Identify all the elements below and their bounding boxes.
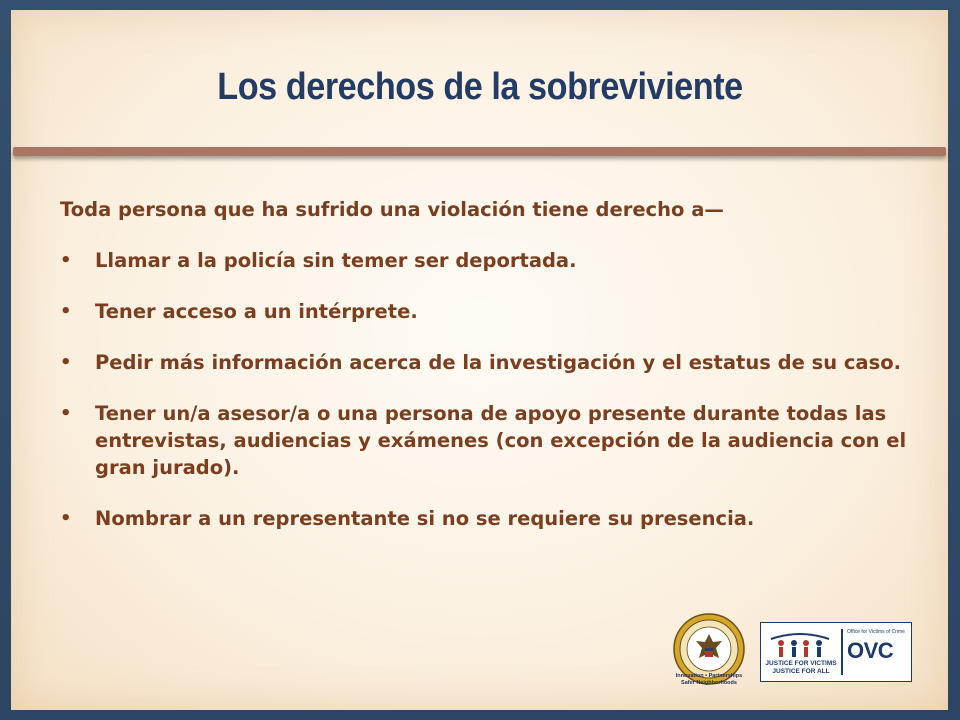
doj-caption-line1: Innovation • Partnerships	[675, 673, 743, 679]
ovc-separator	[841, 629, 843, 675]
list-item	[60, 400, 910, 481]
list-item-text: Pedir más información acerca de la investigación y el estatus de su caso.	[95, 351, 901, 374]
list-item-text: Tener un/a asesor/a o una persona de apoyo presente durante todas las entrevistas, audiencias y exámenes (con excepción de la audiencia con el gran jurado).	[95, 402, 907, 479]
ovc-letters: OVC	[847, 638, 894, 663]
slide-body	[60, 196, 910, 556]
bullet-icon: •	[60, 352, 72, 373]
bullet-icon: •	[60, 301, 72, 322]
bullet-icon: •	[60, 250, 72, 271]
ovc-tagline-line1: JUSTICE FOR VICTIMS	[765, 660, 837, 667]
list-item-text: Llamar a la policía sin temer ser deportada.	[95, 249, 577, 272]
ovc-tagline-line2: JUSTICE FOR ALL	[772, 668, 830, 675]
ovc-tagline	[763, 660, 839, 676]
list-item	[60, 505, 910, 532]
list-item	[60, 247, 910, 274]
title-divider	[13, 147, 946, 156]
ovc-logo	[760, 622, 912, 682]
list-item	[60, 298, 910, 325]
doj-caption	[668, 673, 750, 687]
doj-caption-line2: Safer Neighborhoods	[681, 680, 737, 686]
footer-logos	[672, 612, 917, 690]
rights-list	[60, 247, 910, 532]
ovc-figures-icon	[767, 629, 833, 659]
intro-text: Toda persona que ha sufrido una violación tiene derecho a—	[60, 198, 724, 221]
ovc-office-label: Office for Victims of Crime	[847, 629, 905, 635]
bullet-icon: •	[60, 403, 72, 424]
list-item-text: Tener acceso a un intérprete.	[95, 300, 418, 323]
slide-title: Los derechos de la sobreviviente	[217, 66, 743, 108]
list-item	[60, 349, 910, 376]
list-item-text: Nombrar a un representante si no se requiere su presencia.	[95, 507, 755, 530]
bullet-icon: •	[60, 508, 72, 529]
